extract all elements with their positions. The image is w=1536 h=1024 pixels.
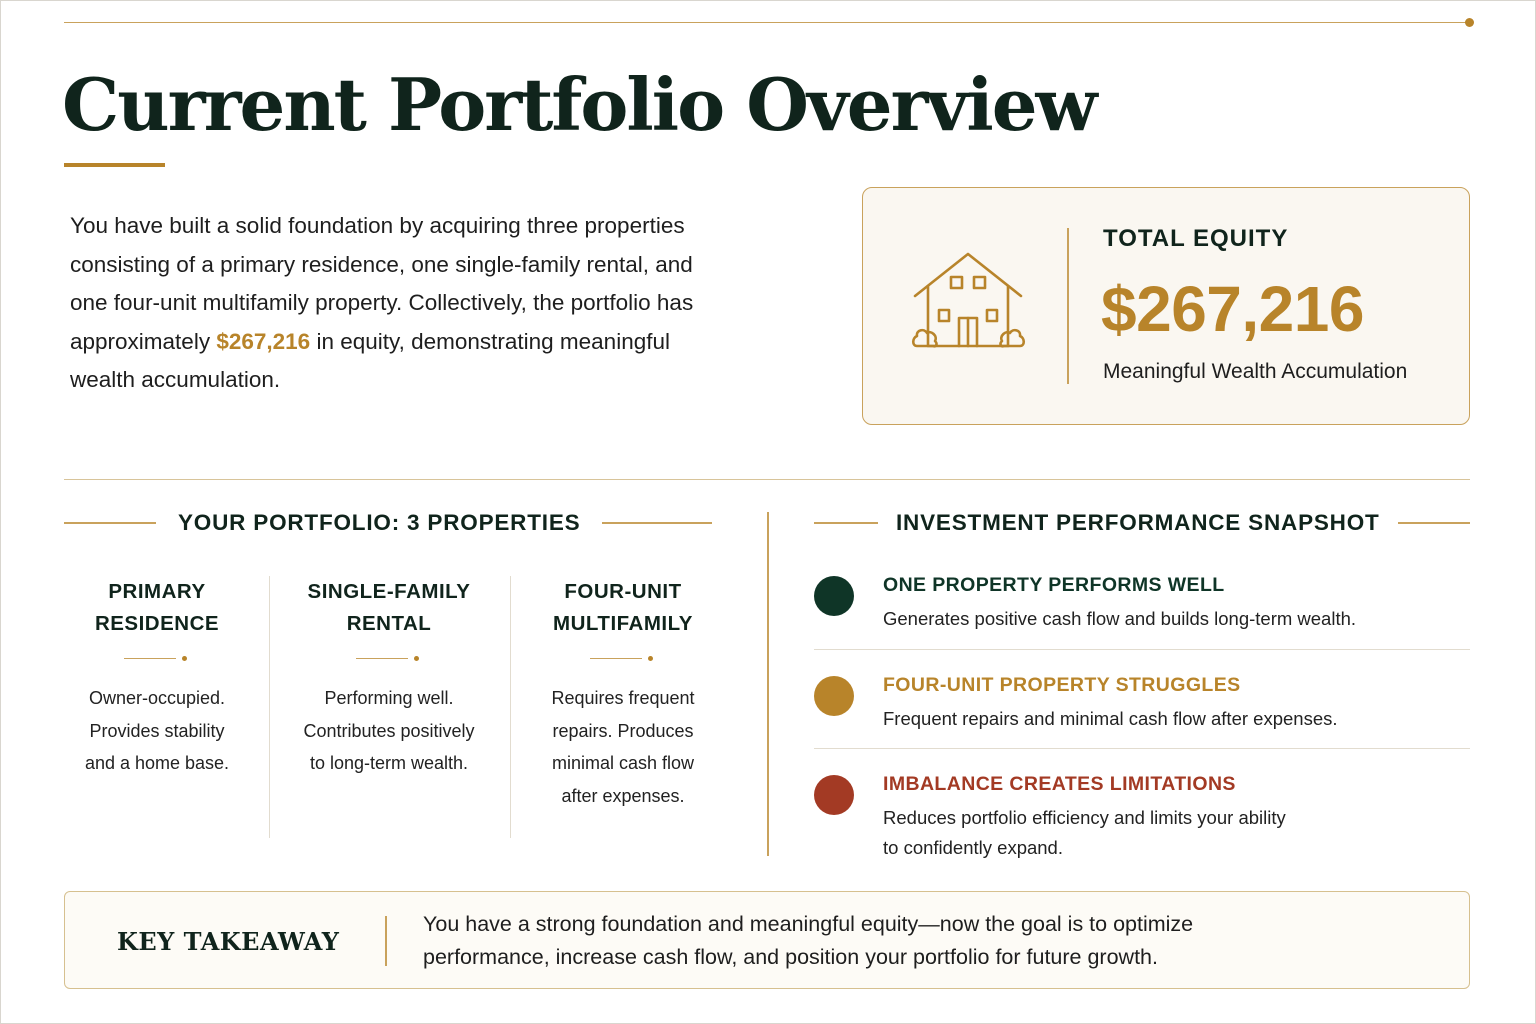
section-divider bbox=[64, 479, 1470, 480]
property-ornament bbox=[590, 654, 656, 662]
intro-paragraph bbox=[70, 207, 710, 400]
top-rule bbox=[64, 22, 1468, 23]
property-card-primary-residence bbox=[48, 576, 266, 780]
heading-rule-right bbox=[1398, 522, 1470, 524]
status-dot-icon bbox=[814, 676, 854, 716]
key-takeaway-divider bbox=[385, 916, 387, 966]
heading-rule-left bbox=[64, 522, 156, 524]
property-ornament bbox=[124, 654, 190, 662]
title-underline bbox=[64, 163, 165, 167]
intro-equity-highlight: $267,216 bbox=[216, 328, 311, 354]
property-card-single-family-rental bbox=[275, 576, 503, 780]
performance-item bbox=[814, 773, 1470, 863]
property-description: Requires frequent repairs. Produces minimal cash flow after expenses. bbox=[551, 688, 695, 806]
card-divider bbox=[1067, 228, 1069, 384]
equity-value: $267,216 bbox=[1101, 273, 1364, 345]
key-takeaway-label: KEY TAKEAWAY bbox=[117, 927, 340, 956]
heading-rule-left bbox=[814, 522, 878, 524]
property-title: SINGLE-FAMILY RENTAL bbox=[307, 580, 471, 635]
property-description: Performing well. Contributes positively to long-term wealth. bbox=[303, 688, 475, 773]
performance-item-divider bbox=[814, 649, 1470, 650]
page-title: Current Portfolio Overview bbox=[62, 62, 1096, 147]
performance-item-description: Generates positive cash flow and builds long-term wealth. bbox=[883, 608, 1357, 629]
key-takeaway-text: You have a strong foundation and meaningful equity—now the goal is to optimize performance, increase cash flow, and position your portfolio for future growth. bbox=[423, 912, 1194, 969]
property-title: PRIMARY RESIDENCE bbox=[94, 580, 220, 635]
property-ornament bbox=[356, 654, 422, 662]
portfolio-heading bbox=[64, 510, 712, 536]
key-takeaway-box bbox=[64, 891, 1470, 989]
column-divider bbox=[510, 576, 511, 838]
performance-item bbox=[814, 674, 1470, 734]
heading-rule-right bbox=[602, 522, 712, 524]
performance-heading-text: INVESTMENT PERFORMANCE SNAPSHOT bbox=[896, 510, 1380, 535]
performance-item bbox=[814, 574, 1470, 634]
property-description: Owner-occupied. Provides stability and a home base. bbox=[84, 688, 230, 773]
performance-item-description: Reduces portfolio efficiency and limits your ability to confidently expand. bbox=[883, 807, 1286, 858]
equity-card bbox=[862, 187, 1470, 425]
status-dot-icon bbox=[814, 775, 854, 815]
performance-heading bbox=[814, 510, 1470, 536]
performance-item-title: ONE PROPERTY PERFORMS WELL bbox=[883, 574, 1225, 596]
performance-item-description: Frequent repairs and minimal cash flow after expenses. bbox=[883, 708, 1338, 729]
column-divider bbox=[269, 576, 270, 838]
equity-label: TOTAL EQUITY bbox=[1103, 225, 1289, 252]
intro-text-end: in equity, demonstrating meaningful wealth accumulation. bbox=[70, 328, 670, 393]
performance-item-title: FOUR-UNIT PROPERTY STRUGGLES bbox=[883, 674, 1241, 696]
status-dot-icon bbox=[814, 576, 854, 616]
equity-subtitle: Meaningful Wealth Accumulation bbox=[1103, 360, 1408, 383]
property-card-four-unit-multifamily bbox=[516, 576, 730, 812]
intro-text: You have built a solid foundation by acquiring three properties consisting of a primary residence, one single-family rental, and one four-unit multifamily property. Collectively, the portfolio has approximately bbox=[70, 213, 694, 354]
portfolio-heading-text: YOUR PORTFOLIO: 3 PROPERTIES bbox=[178, 510, 581, 535]
top-rule-dot bbox=[1465, 18, 1474, 27]
performance-item-divider bbox=[814, 748, 1470, 749]
center-divider bbox=[767, 512, 769, 856]
property-title: FOUR-UNIT MULTIFAMILY bbox=[553, 580, 693, 635]
house-icon bbox=[911, 250, 1026, 358]
performance-item-title: IMBALANCE CREATES LIMITATIONS bbox=[883, 773, 1236, 795]
